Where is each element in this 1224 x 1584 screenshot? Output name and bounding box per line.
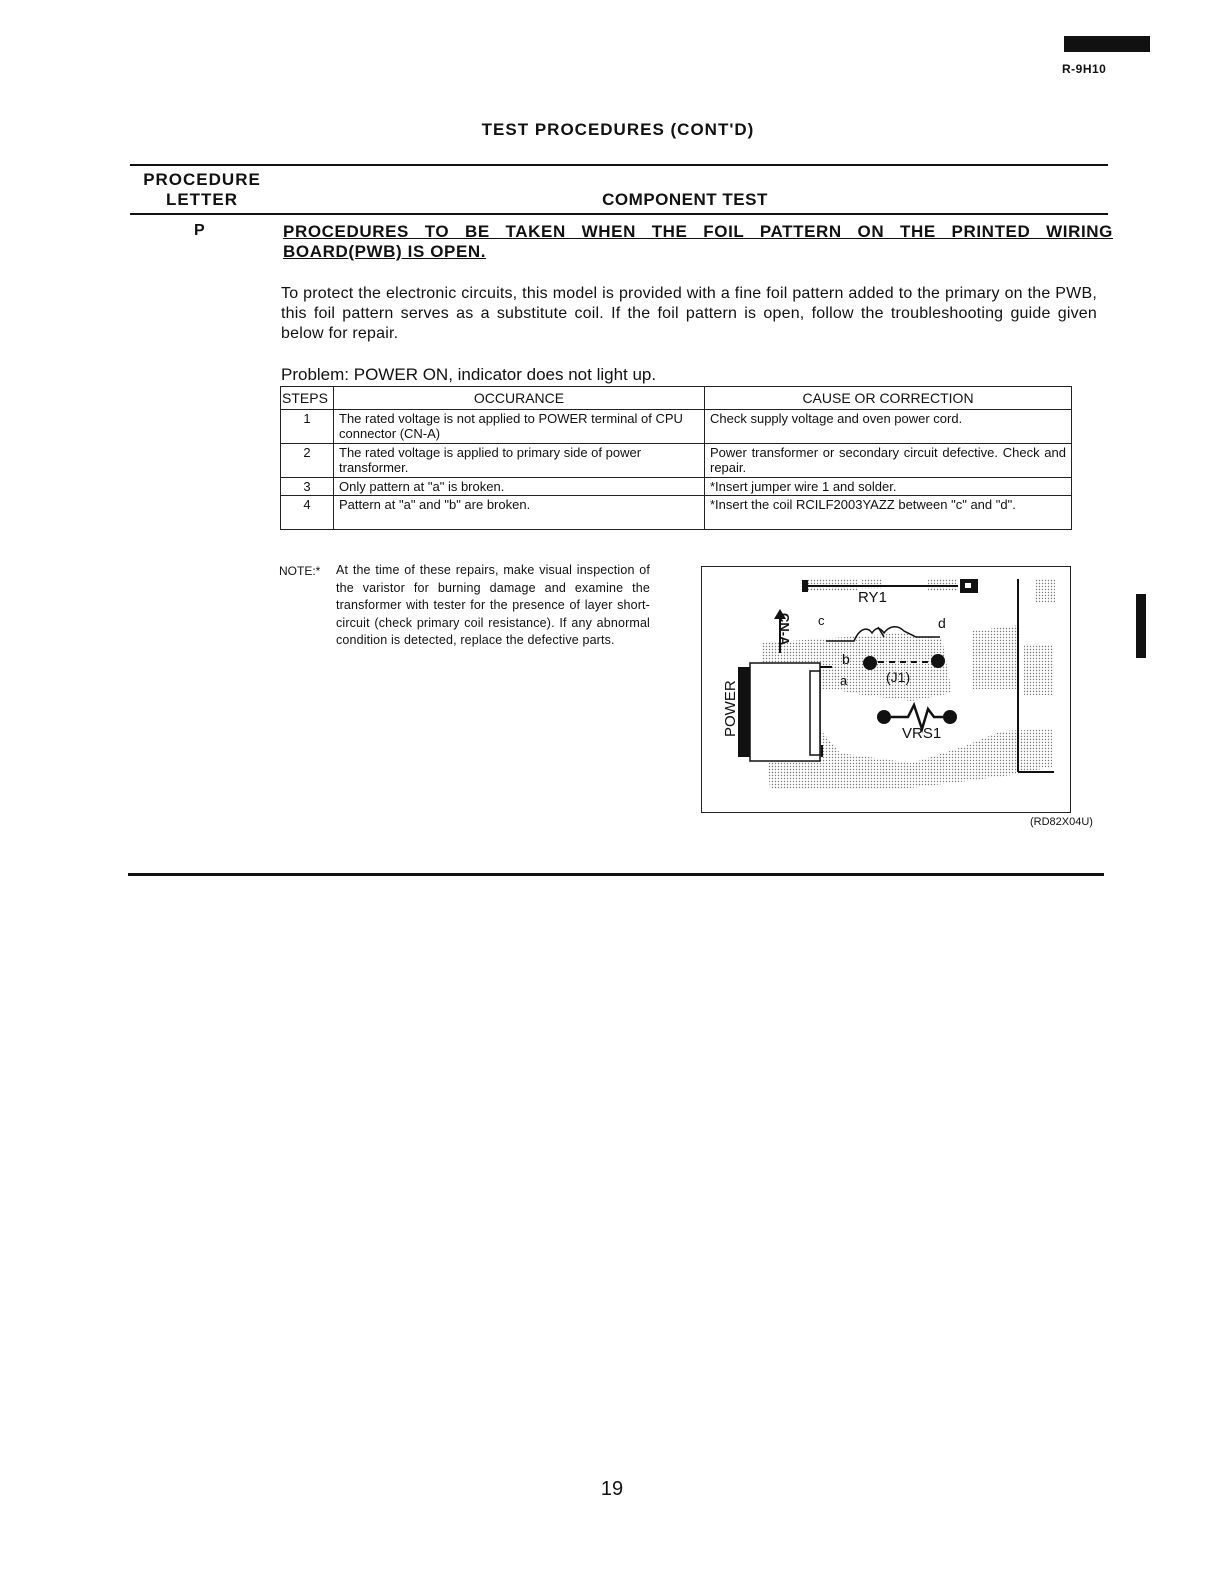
step-occurance: The rated voltage is not applied to POWER terminal of CPU connector (CN-A) [334,410,705,444]
point-d-label: d [938,615,946,631]
varistor-label: VRS1 [902,725,942,742]
table-header-rule [130,213,1108,215]
model-number: R-9H10 [1062,62,1107,76]
steps-column-header: STEPS [281,387,334,410]
pwb-foil-diagram [701,566,1071,813]
procedure-letter-header [138,170,266,210]
table-row [281,496,1072,530]
table-top-rule [130,164,1108,166]
solder-point-j1 [931,654,945,668]
power-terminal [738,667,750,757]
step-cause: *Insert jumper wire 1 and solder. [705,478,1072,496]
solder-point-b [863,656,877,670]
step-occurance: The rated voltage is applied to primary side of power transformer. [334,444,705,478]
step-number: 3 [281,478,334,496]
table-row [281,478,1072,496]
relay-label: RY1 [858,589,887,606]
transformer-lead [810,671,820,755]
header-black-bar [1064,36,1150,52]
cause-column-header: CAUSE OR CORRECTION [705,387,1072,410]
step-number: 4 [281,496,334,530]
power-label: POWER [722,680,739,737]
intro-paragraph: To protect the electronic circuits, this model is provided with a fine foil pattern added to the primary on the PWB, this foil pattern serves as a substitute coil. If the foil pattern is open, follow the troubleshooting guide given below for repair. [281,285,1097,342]
component-test-header: COMPONENT TEST [602,190,768,209]
procedure-header-line1: PROCEDURE [143,170,261,189]
problem-statement: Problem: POWER ON, indicator does not light up. [281,365,657,384]
procedure-header-line2: LETTER [165,190,239,209]
page-number: 19 [600,1478,624,1500]
step-number: 1 [281,410,334,444]
trace-end [802,580,808,592]
jumper-j1-label: (J1) [886,669,911,685]
foil-area [862,579,882,589]
varistor-pad-right [943,710,957,724]
step-occurance: Only pattern at "a" is broken. [334,478,705,496]
table-row [281,444,1072,478]
cna-label: CN-A [777,613,792,646]
point-c-label: c [818,613,825,628]
relay-terminal-hole [965,583,971,588]
figure-code: (RD82X04U) [1030,816,1093,828]
point-a-label: a [840,673,848,688]
note-text: At the time of these repairs, make visual inspection of the varistor for burning damage and examine the transformer with tester for the presence of layer short-circuit (check primary coil resistance). If any abnormal condition is detected, replace the defective parts. [336,563,650,647]
table-bottom-rule [128,873,1104,876]
procedure-heading: PROCEDURES TO BE TAKEN WHEN THE FOIL PATTERN ON THE PRINTED WIRING BOARD(PWB) IS OPEN. [283,222,1113,261]
foil-area [1035,579,1055,603]
table-row [281,410,1072,444]
foil-area [972,625,1020,689]
procedure-letter: P [194,222,205,239]
point-b-label: b [842,651,850,667]
step-number: 2 [281,444,334,478]
margin-tab-mark [1136,594,1146,658]
varistor-pad-left [877,710,891,724]
step-cause: Check supply voltage and oven power cord. [705,410,1072,444]
troubleshooting-table [280,386,1072,530]
step-occurance: Pattern at "a" and "b" are broken. [334,496,705,530]
step-cause: *Insert the coil RCILF2003YAZZ between "c" and "d". [705,496,1072,530]
note-label: NOTE:* [279,564,321,578]
step-cause: Power transformer or secondary circuit defective. Check and repair. [705,444,1072,478]
occurance-column-header: OCCURANCE [334,387,705,410]
page-title: TEST PROCEDURES (CONT'D) [481,120,755,139]
table-header-row [281,387,1072,410]
foil-area [1024,645,1054,695]
